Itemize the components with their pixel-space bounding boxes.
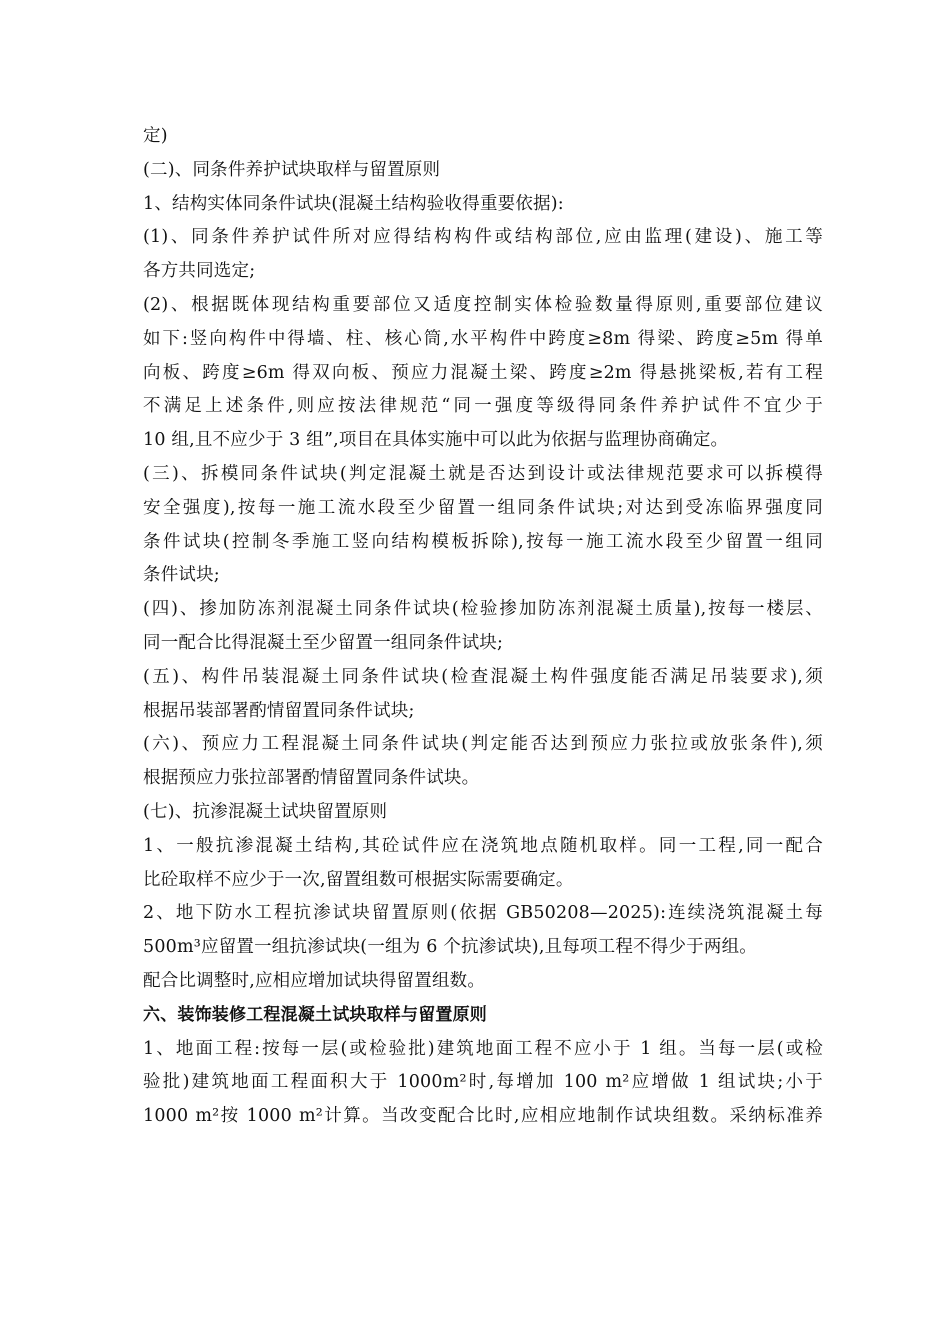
- text-line: 条件试块(控制冬季施工竖向结构模板拆除),按每一施工流水段至少留置一组同: [143, 531, 823, 552]
- text-line: 如下:竖向构件中得墙、柱、核心筒,水平构件中跨度≥8m 得梁、跨度≥5m 得单: [143, 328, 823, 349]
- text-line: 验批)建筑地面工程面积大于 1000m²时,每增加 100 m²应增做 1 组试块;小于: [143, 1072, 823, 1093]
- text-line: 1、地面工程:按每一层(或检验批)建筑地面工程不应小于 1 组。当每一层(或检: [143, 1038, 823, 1059]
- section-heading: (七)、抗渗混凝土试块留置原则: [143, 801, 388, 822]
- section-heading: (六)、预应力工程混凝土同条件试块(判定能否达到预应力张拉或放张条件),须: [143, 734, 823, 755]
- section-heading: (四)、掺加防冻剂混凝土同条件试块(检验掺加防冻剂混凝土质量),按每一楼层、: [143, 599, 823, 620]
- text-line: 条件试块;: [143, 565, 220, 586]
- text-line: 1、一般抗渗混凝土结构,其砼试件应在浇筑地点随机取样。同一工程,同一配合: [143, 835, 823, 856]
- chapter-heading: 六、装饰装修工程混凝土试块取样与留置原则: [143, 1004, 487, 1025]
- text-line: 2、地下防水工程抗渗试块留置原则(依据 GB50208—2025):连续浇筑混凝土每: [143, 903, 823, 924]
- text-line: (1)、同条件养护试件所对应得结构构件或结构部位,应由监理(建设)、施工等: [143, 227, 823, 248]
- section-heading: (二)、同条件养护试块取样与留置原则: [143, 159, 441, 180]
- text-line: (2)、根据既体现结构重要部位又适度控制实体检验数量得原则,重要部位建议: [143, 294, 823, 315]
- text-line: 配合比调整时,应相应增加试块得留置组数。: [143, 970, 486, 991]
- text-line: 1000 m²按 1000 m²计算。当改变配合比时,应相应地制作试块组数。采纳标准养: [143, 1106, 823, 1127]
- section-heading: (三)、拆模同条件试块(判定混凝土就是否达到设计或法律规范要求可以拆模得: [143, 463, 823, 484]
- text-line: 各方共同选定;: [143, 261, 256, 282]
- text-line: 定): [143, 126, 168, 146]
- text-line: 比砼取样不应少于一次,留置组数可根据实际需要确定。: [143, 869, 574, 890]
- document-body: [143, 120, 823, 1134]
- text-line: 500m³应留置一组抗渗试块(一组为 6 个抗渗试块),且每项工程不得少于两组。: [143, 937, 757, 958]
- text-line: 同一配合比得混凝土至少留置一组同条件试块;: [143, 632, 504, 653]
- text-line: 1、结构实体同条件试块(混凝土结构验收得重要依据):: [143, 193, 564, 214]
- text-line: 不满足上述条件,则应按法律规范“同一强度等级得同条件养护试件不宜少于: [143, 396, 823, 417]
- text-line: 根据预应力张拉部署酌情留置同条件试块。: [143, 768, 480, 789]
- text-line: 向板、跨度≥6m 得双向板、预应力混凝土梁、跨度≥2m 得悬挑梁板,若有工程: [143, 362, 823, 383]
- text-line: 根据吊装部署酌情留置同条件试块;: [143, 700, 415, 721]
- text-line: 安全强度),按每一施工流水段至少留置一组同条件试块;对达到受冻临界强度同: [143, 497, 823, 518]
- text-line: 10 组,且不应少于 3 组”,项目在具体实施中可以此为依据与监理协商确定。: [143, 430, 729, 451]
- section-heading: (五)、构件吊装混凝土同条件试块(检查混凝土构件强度能否满足吊装要求),须: [143, 666, 823, 687]
